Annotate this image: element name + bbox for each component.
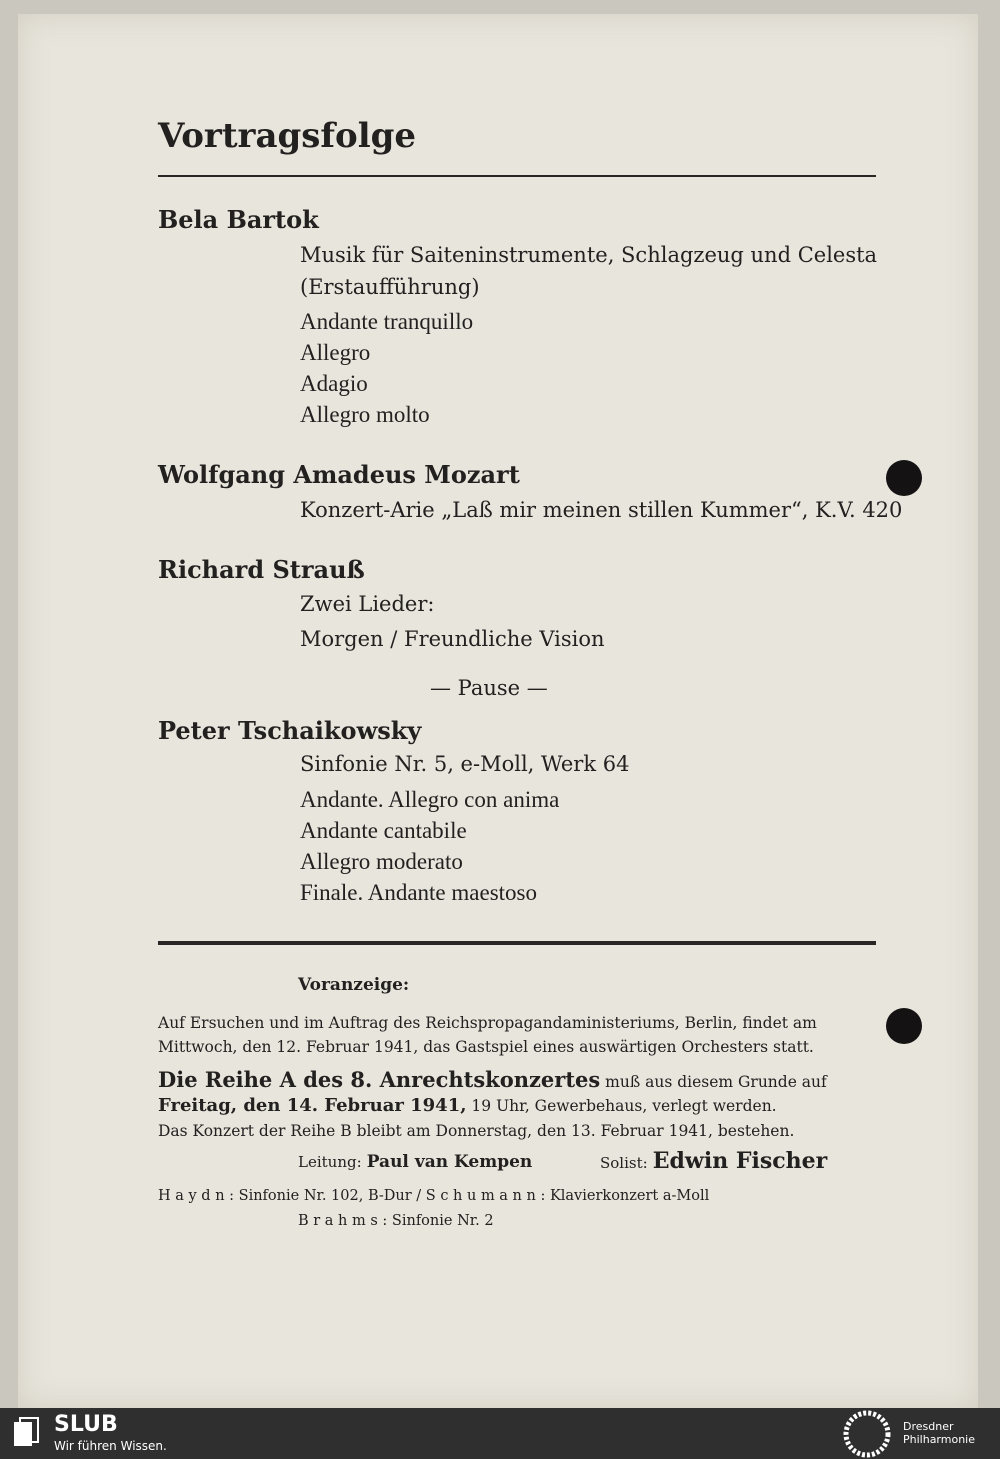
- punch-hole: [886, 460, 922, 496]
- intermission-label: — Pause —: [430, 676, 548, 700]
- conductor-name: Paul van Kempen: [366, 1152, 533, 1172]
- movement-item: Allegro molto: [300, 402, 430, 427]
- work-strauss-line1: Zwei Lieder:: [300, 592, 435, 616]
- slub-name: SLUB: [54, 1412, 118, 1437]
- philharmonie-logo-icon: [843, 1410, 891, 1458]
- composer-bartok: Bela Bartok: [158, 205, 319, 234]
- work-strauss-line2: Morgen / Freundliche Vision: [300, 627, 605, 651]
- solist-label: Solist:: [600, 1154, 648, 1172]
- soloist-name: Edwin Fischer: [652, 1148, 828, 1174]
- section-divider-rule: [158, 941, 876, 945]
- work-bartok-line2: (Erstaufführung): [300, 275, 480, 299]
- work-mozart: Konzert-Arie „Laß mir meinen stillen Kummer“, K.V. 420: [300, 498, 903, 522]
- announcement-line: [158, 1095, 777, 1116]
- slub-logo-icon: [12, 1416, 40, 1448]
- announcement-line: Mittwoch, den 12. Februar 1941, das Gastspiel eines auswärtigen Orchesters statt.: [158, 1038, 814, 1056]
- movement-item: Andante cantabile: [300, 818, 467, 843]
- composer-mozart: Wolfgang Amadeus Mozart: [158, 460, 520, 489]
- announcement-title: Voranzeige:: [298, 975, 410, 995]
- announcement-line: [158, 1067, 827, 1092]
- punch-hole: [886, 1008, 922, 1044]
- movement-item: Finale. Andante maestoso: [300, 880, 537, 905]
- announcement-bold-text: Die Reihe A des 8. Anrechtskonzertes: [158, 1067, 601, 1092]
- footer-bar: [0, 1408, 1000, 1459]
- philharmonie-name: Dresdner Philharmonie: [903, 1420, 975, 1446]
- announcement-text: 19 Uhr, Gewerbehaus, verlegt werden.: [466, 1097, 777, 1115]
- announcement-line: Das Konzert der Reihe B bleibt am Donnerstag, den 13. Februar 1941, bestehen.: [158, 1122, 795, 1140]
- upcoming-program-line: B r a h m s : Sinfonie Nr. 2: [298, 1213, 494, 1229]
- movement-item: Adagio: [300, 371, 368, 396]
- announcement-bold-text: Freitag, den 14. Februar 1941,: [158, 1095, 467, 1116]
- composer-tchaikovsky: Peter Tschaikowsky: [158, 716, 422, 745]
- movement-item: Allegro: [300, 340, 371, 365]
- leitung-label: Leitung:: [298, 1153, 362, 1171]
- work-tchaikovsky: Sinfonie Nr. 5, e-Moll, Werk 64: [300, 752, 630, 776]
- movement-item: Andante tranquillo: [300, 309, 474, 334]
- heading-rule: [158, 175, 876, 177]
- work-bartok-line1: Musik für Saiteninstrumente, Schlagzeug und Celesta: [300, 243, 878, 267]
- conductor-line: [298, 1152, 532, 1172]
- movement-item: Andante. Allegro con anima: [300, 787, 560, 812]
- program-heading: Vortragsfolge: [158, 116, 417, 156]
- upcoming-program-line: H a y d n : Sinfonie Nr. 102, B-Dur / S c h u m a n n : Klavierkonzert a-Moll: [158, 1188, 710, 1204]
- announcement-line: Auf Ersuchen und im Auftrag des Reichspropagandaministeriums, Berlin, findet am: [158, 1014, 817, 1032]
- composer-strauss: Richard Strauß: [158, 555, 365, 584]
- announcement-text: muß aus diesem Grunde auf: [600, 1073, 827, 1091]
- movement-item: Allegro moderato: [300, 849, 463, 874]
- slub-tagline: Wir führen Wissen.: [54, 1439, 167, 1453]
- soloist-line: [600, 1148, 827, 1174]
